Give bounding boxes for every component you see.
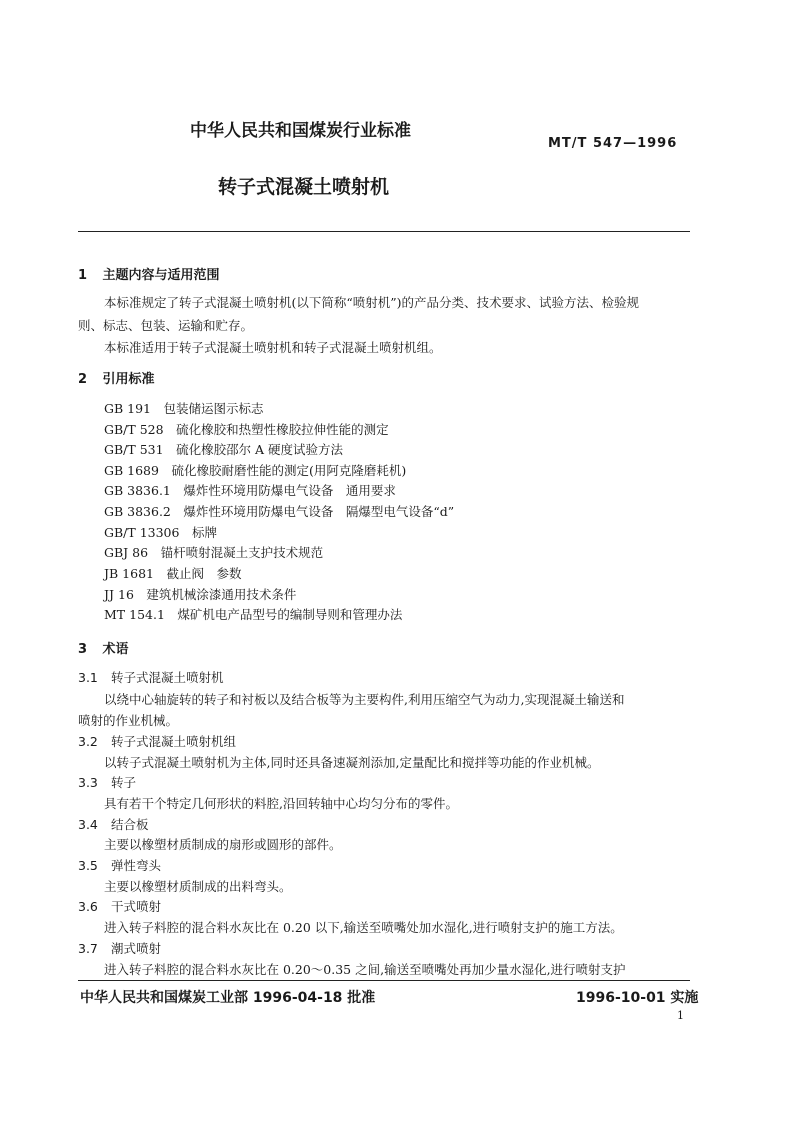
reference-name: 锚杆喷射混凝土支护技术规范 <box>160 545 324 560</box>
term-number: 3.1 <box>78 670 98 685</box>
section-3-heading <box>78 638 129 657</box>
reference-item <box>104 543 323 561</box>
term-definition: 主要以橡塑材质制成的扇形或圆形的部件。 <box>104 837 342 852</box>
reference-name: 爆炸性环境用防爆电气设备 隔爆型电气设备“d” <box>183 504 455 519</box>
term-number: 3.2 <box>78 734 98 749</box>
reference-item <box>104 564 242 582</box>
term-number: 3.4 <box>78 817 98 832</box>
approval-line: 中华人民共和国煤炭工业部 1996-04-18 批准 <box>80 990 376 1006</box>
term-definition: 以绕中心轴旋转的转子和衬板以及结合板等为主要构件,利用压缩空气为动力,实现混凝土输送和 <box>104 692 625 707</box>
reference-code: GB 3836.1 <box>104 483 171 498</box>
reference-code: JJ 16 <box>104 587 134 602</box>
reference-item <box>104 605 402 623</box>
term-number: 3.6 <box>78 899 98 914</box>
reference-name: 爆炸性环境用防爆电气设备 通用要求 <box>183 483 396 498</box>
term-heading <box>78 668 224 686</box>
term-name: 转子式混凝土喷射机组 <box>111 734 237 749</box>
section-number: 2 <box>78 372 88 387</box>
reference-code: MT 154.1 <box>104 607 165 622</box>
reference-code: GB 1689 <box>104 463 159 478</box>
term-number: 3.3 <box>78 775 98 790</box>
section-1-paragraph-1b: 则、标志、包装、运输和贮存。 <box>78 318 254 333</box>
term-definition: 主要以橡塑材质制成的出料弯头。 <box>104 879 292 894</box>
section-1-paragraph-2: 本标准适用于转子式混凝土喷射机和转子式混凝土喷射机组。 <box>104 340 442 355</box>
section-number: 3 <box>78 642 88 657</box>
term-heading <box>78 732 236 750</box>
header-divider <box>78 231 690 232</box>
term-number: 3.5 <box>78 858 98 873</box>
reference-item <box>104 585 296 603</box>
term-name: 弹性弯头 <box>111 858 162 873</box>
standard-code: MT/T 547—1996 <box>548 136 678 151</box>
effective-date: 1996-10-01 实施 <box>576 990 699 1006</box>
term-name: 转子式混凝土喷射机 <box>111 670 224 685</box>
reference-name: 建筑机械涂漆通用技术条件 <box>146 587 297 602</box>
reference-name: 硫化橡胶和热塑性橡胶拉伸性能的测定 <box>176 422 389 437</box>
reference-item <box>104 461 406 479</box>
section-title: 术语 <box>102 642 129 657</box>
footer-divider <box>78 980 690 981</box>
reference-code: GB 3836.2 <box>104 504 171 519</box>
term-heading <box>78 897 161 915</box>
reference-code: GB/T 13306 <box>104 525 180 540</box>
reference-name: 标牌 <box>191 525 217 540</box>
term-number: 3.7 <box>78 941 98 956</box>
term-heading <box>78 773 136 791</box>
reference-code: JB 1681 <box>104 566 154 581</box>
term-name: 转子 <box>111 775 137 790</box>
term-definition: 进入转子料腔的混合料水灰比在 0.20～0.35 之间,输送至喷嘴处再加少量水湿化,进行喷射支护 <box>104 962 626 977</box>
section-number: 1 <box>78 268 88 283</box>
section-1-paragraph-1a: 本标准规定了转子式混凝土喷射机(以下简称“喷射机”)的产品分类、技术要求、试验方法、检验规 <box>104 295 640 310</box>
reference-name: 硫化橡胶邵尔 A 硬度试验方法 <box>176 442 344 457</box>
reference-code: GB 191 <box>104 401 152 416</box>
reference-item <box>104 481 396 499</box>
term-heading <box>78 856 161 874</box>
reference-item <box>104 420 389 438</box>
term-name: 干式喷射 <box>111 899 162 914</box>
section-title: 主题内容与适用范围 <box>102 268 220 283</box>
term-definition: 以转子式混凝土喷射机为主体,同时还具备速凝剂添加,定量配比和搅拌等功能的作业机械。 <box>104 755 600 770</box>
reference-item <box>104 502 454 520</box>
reference-name: 截止阀 参数 <box>166 566 242 581</box>
document-title: 转子式混凝土喷射机 <box>218 176 390 198</box>
reference-name: 包装储运图示标志 <box>163 401 264 416</box>
reference-item <box>104 440 343 458</box>
term-heading <box>78 939 161 957</box>
reference-item <box>104 523 217 541</box>
page-number: 1 <box>677 1009 684 1022</box>
issuing-organization: 中华人民共和国煤炭行业标准 <box>190 121 411 141</box>
reference-code: GBJ 86 <box>104 545 149 560</box>
reference-code: GB/T 531 <box>104 442 164 457</box>
term-name: 潮式喷射 <box>111 941 162 956</box>
section-title: 引用标准 <box>102 372 155 387</box>
section-2-heading <box>78 368 155 387</box>
section-1-heading <box>78 264 220 283</box>
term-name: 结合板 <box>111 817 149 832</box>
term-definition: 进入转子料腔的混合料水灰比在 0.20 以下,输送至喷嘴处加水湿化,进行喷射支护的施工方法。 <box>104 920 623 935</box>
reference-item <box>104 399 264 417</box>
term-heading <box>78 815 149 833</box>
reference-code: GB/T 528 <box>104 422 164 437</box>
term-definition: 喷射的作业机械。 <box>78 713 179 728</box>
term-definition: 具有若干个特定几何形状的料腔,沿回转轴中心均匀分布的零件。 <box>104 796 458 811</box>
reference-name: 硫化橡胶耐磨性能的测定(用阿克隆磨耗机) <box>171 463 407 478</box>
reference-name: 煤矿机电产品型号的编制导则和管理办法 <box>177 607 403 622</box>
